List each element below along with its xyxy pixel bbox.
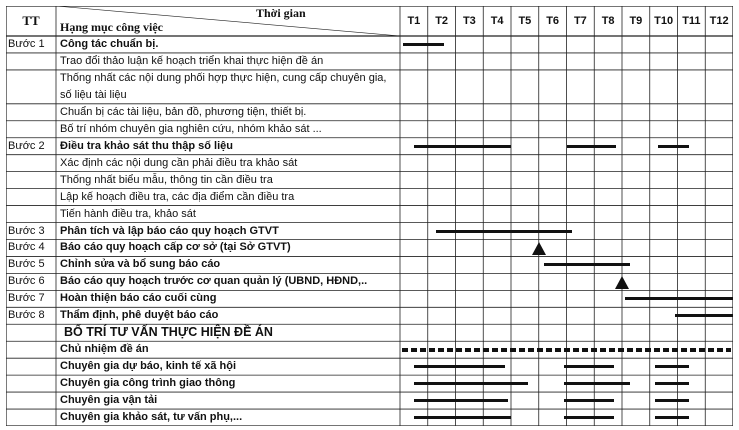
step-label: Bước 2 — [8, 139, 45, 152]
gantt-bar — [655, 399, 688, 402]
gantt-chart-table — [6, 6, 733, 426]
step-label — [8, 341, 55, 358]
gantt-bar — [655, 365, 688, 368]
step-label — [8, 392, 55, 409]
gantt-bar — [675, 314, 733, 317]
task-label: Công tác chuẩn bị. — [60, 38, 159, 50]
step-label: Bước 8 — [8, 309, 45, 322]
task-label: Chuyên gia công trình giao thông — [60, 377, 236, 390]
gantt-bar — [544, 263, 630, 266]
month-header: T8 — [601, 15, 615, 27]
gantt-bar — [414, 145, 511, 148]
step-label — [8, 104, 55, 121]
step-label — [8, 206, 55, 223]
gantt-bar — [414, 382, 528, 385]
task-label: Chuyên gia dự báo, kinh tế xã hội — [60, 360, 237, 373]
task-label: Báo cáo quy hoạch trước cơ quan quản lý (UBND, HĐND,.. — [60, 275, 368, 288]
task-label: Thống nhất biểu mẫu, thông tin cần điều tra — [60, 173, 273, 186]
task-label: Phân tích và lập báo cáo quy hoạch GTVT — [60, 224, 279, 237]
step-label — [8, 155, 55, 172]
month-header: T10 — [654, 15, 674, 27]
step-label: Bước 7 — [8, 292, 45, 305]
step-label — [8, 409, 55, 426]
month-header: T9 — [629, 15, 643, 27]
milestone-triangle — [532, 242, 546, 255]
step-label — [8, 375, 55, 392]
gantt-bar — [436, 230, 572, 233]
month-header: T6 — [546, 15, 560, 27]
task-label: Điều tra khảo sát thu thập số liệu — [60, 139, 233, 152]
month-header: T3 — [462, 15, 476, 27]
month-header: T11 — [682, 15, 701, 27]
month-header: T12 — [709, 15, 729, 27]
task-label: Tiến hành điều tra, khảo sát — [60, 207, 196, 220]
milestone-triangle — [615, 276, 629, 289]
step-label: Bước 5 — [8, 258, 45, 271]
gantt-bar — [414, 399, 508, 402]
task-label-line: Thống nhất các nội dung phối hợp thực hiện, cung cấp chuyên gia, — [60, 71, 387, 84]
task-label: Thẩm định, phê duyệt báo cáo — [60, 309, 219, 322]
month-header: T4 — [490, 15, 504, 27]
section-title: BỐ TRÍ TƯ VẤN THỰC HIỆN ĐỀ ÁN — [64, 325, 273, 340]
gantt-bar — [625, 297, 733, 300]
step-label: Bước 3 — [8, 224, 45, 237]
gantt-bar — [403, 43, 445, 46]
step-label: Bước 1 — [8, 38, 45, 50]
task-label: Xác định các nội dung cần phải điều tra khảo sát — [60, 156, 298, 169]
gantt-bar — [564, 382, 631, 385]
gantt-dashed-bar — [402, 348, 731, 352]
step-label: Bước 6 — [8, 275, 45, 288]
step-label — [8, 53, 55, 70]
month-header: T2 — [435, 15, 449, 27]
task-label: Lập kế hoạch điều tra, các địa điểm cần điều tra — [60, 190, 295, 203]
gantt-bar — [564, 416, 614, 419]
step-label — [8, 121, 55, 138]
task-label: Chuyên gia khảo sát, tư vấn phụ,... — [60, 411, 243, 424]
task-label: Chủ nhiệm đề án — [60, 343, 149, 356]
step-label — [8, 172, 55, 189]
gantt-bar — [414, 416, 511, 419]
step-label — [8, 358, 55, 375]
gantt-bar — [414, 365, 506, 368]
step-label — [8, 189, 55, 206]
task-label: Bố trí nhóm chuyên gia nghiên cứu, nhóm khảo sát ... — [60, 122, 322, 135]
step-label — [8, 324, 55, 341]
gantt-bar — [658, 145, 689, 148]
header-task: Hạng mục công việc — [60, 21, 163, 34]
task-label — [60, 70, 398, 104]
header-time: Thời gian — [256, 7, 306, 20]
step-label: Bước 4 — [8, 241, 45, 254]
task-label: Chỉnh sửa và bổ sung báo cáo — [60, 258, 221, 271]
gantt-bar — [655, 416, 688, 419]
gantt-bar — [655, 382, 688, 385]
gantt-bar — [564, 399, 614, 402]
task-label-line: số liệu tài liệu — [60, 88, 127, 101]
task-label: Báo cáo quy hoạch cấp cơ sở (tại Sở GTVT) — [60, 241, 291, 254]
task-label: Trao đổi thảo luận kế hoạch triển khai thực hiện đề án — [60, 54, 324, 67]
header-tt: TT — [22, 13, 40, 28]
task-label: Hoàn thiện báo cáo cuối cùng — [60, 292, 217, 305]
task-label: Chuẩn bị các tài liệu, bản đồ, phương tiện, thiết bị. — [60, 105, 307, 118]
month-header: T7 — [573, 15, 587, 27]
step-label — [8, 70, 55, 104]
gantt-bar — [567, 145, 617, 148]
gantt-bar — [564, 365, 614, 368]
month-header: T1 — [407, 15, 421, 27]
task-label: Chuyên gia vận tải — [60, 394, 158, 407]
month-header: T5 — [518, 15, 532, 27]
